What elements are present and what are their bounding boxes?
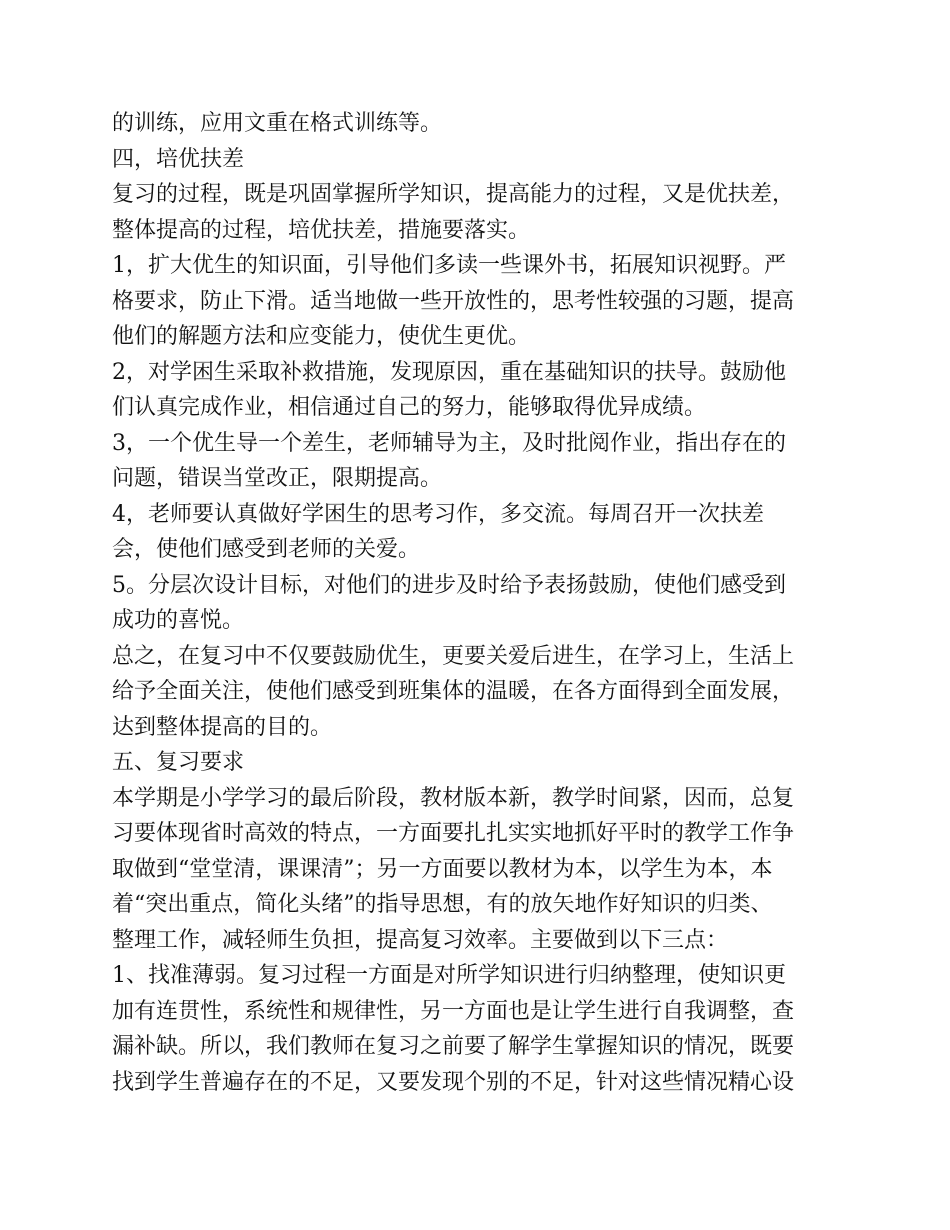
text-line: 整体提高的过程，培优扶差，措施要落实。: [112, 217, 531, 243]
text-line: 1，扩大优生的知识面，引导他们多读一些课外书，拓展知识视野。严: [112, 253, 786, 278]
text-line: 总之，在复习中不仅要鼓励优生，更要关爱后进生，在学习上，生活上: [112, 643, 795, 669]
text-line: 4，老师要认真做好学困生的思考习作，多交流。每周召开一次扶差: [112, 501, 764, 527]
text-line: 给予全面关注，使他们感受到班集体的温暖，在各方面得到全面发展，: [112, 679, 795, 704]
text-line: 习要体现省时高效的特点，一方面要扎扎实实地抓好平时的教学工作争: [112, 821, 795, 846]
text-line: 漏补缺。所以，我们教师在复习之前要了解学生掌握知识的情况，既要: [112, 1034, 795, 1059]
text-line: 取做到“堂堂清，课课清”；另一方面要以教材为本，以学生为本，本: [112, 856, 773, 882]
text-line: 着“突出重点，简化头绪”的指导思想，有的放矢地作好知识的归类、: [112, 892, 773, 917]
text-line: 们认真完成作业，相信通过自己的努力，能够取得优异成绩。: [112, 395, 707, 420]
text-line: 复习的过程，既是巩固掌握所学知识，提高能力的过程，又是优扶差，: [112, 182, 795, 207]
text-line: 1、找准薄弱。复习过程一方面是对所学知识进行归纳整理，使知识更: [112, 963, 786, 988]
text-line: 2，对学困生采取补救措施，发现原因，重在基础知识的扶导。鼓励他: [112, 359, 786, 385]
text-line: 3，一个优生导一个差生，老师辅导为主，及时批阅作业，指出存在的: [112, 430, 786, 456]
section-heading: 四，培优扶差: [112, 146, 245, 172]
text-line: 的训练，应用文重在格式训练等。: [112, 111, 443, 136]
section-heading: 五、复习要求: [112, 750, 245, 775]
text-line: 5。分层次设计目标，对他们的进步及时给予表扬鼓励，使他们感受到: [112, 572, 786, 598]
text-line: 会，使他们感受到老师的关爱。: [112, 537, 421, 562]
text-line: 加有连贯性，系统性和规律性，另一方面也是让学生进行自我调整，查: [112, 998, 795, 1024]
text-line: 他们的解题方法和应变能力，使优生更优。: [112, 324, 531, 349]
text-line: 达到整体提高的目的。: [112, 714, 333, 740]
document-body: [112, 106, 852, 1100]
text-line: 本学期是小学学习的最后阶段，教材版本新，教学时间紧，因而，总复: [112, 785, 795, 811]
text-line: 格要求，防止下滑。适当地做一些开放性的，思考性较强的习题，提高: [112, 288, 795, 314]
text-line: 找到学生普遍存在的不足，又要发现个别的不足，针对这些情况精心设: [112, 1069, 795, 1095]
text-line: 整理工作，减轻师生负担，提高复习效率。主要做到以下三点：: [112, 927, 729, 953]
text-line: 成功的喜悦。: [112, 608, 245, 633]
text-line: 问题，错误当堂改正，限期提高。: [112, 466, 443, 491]
